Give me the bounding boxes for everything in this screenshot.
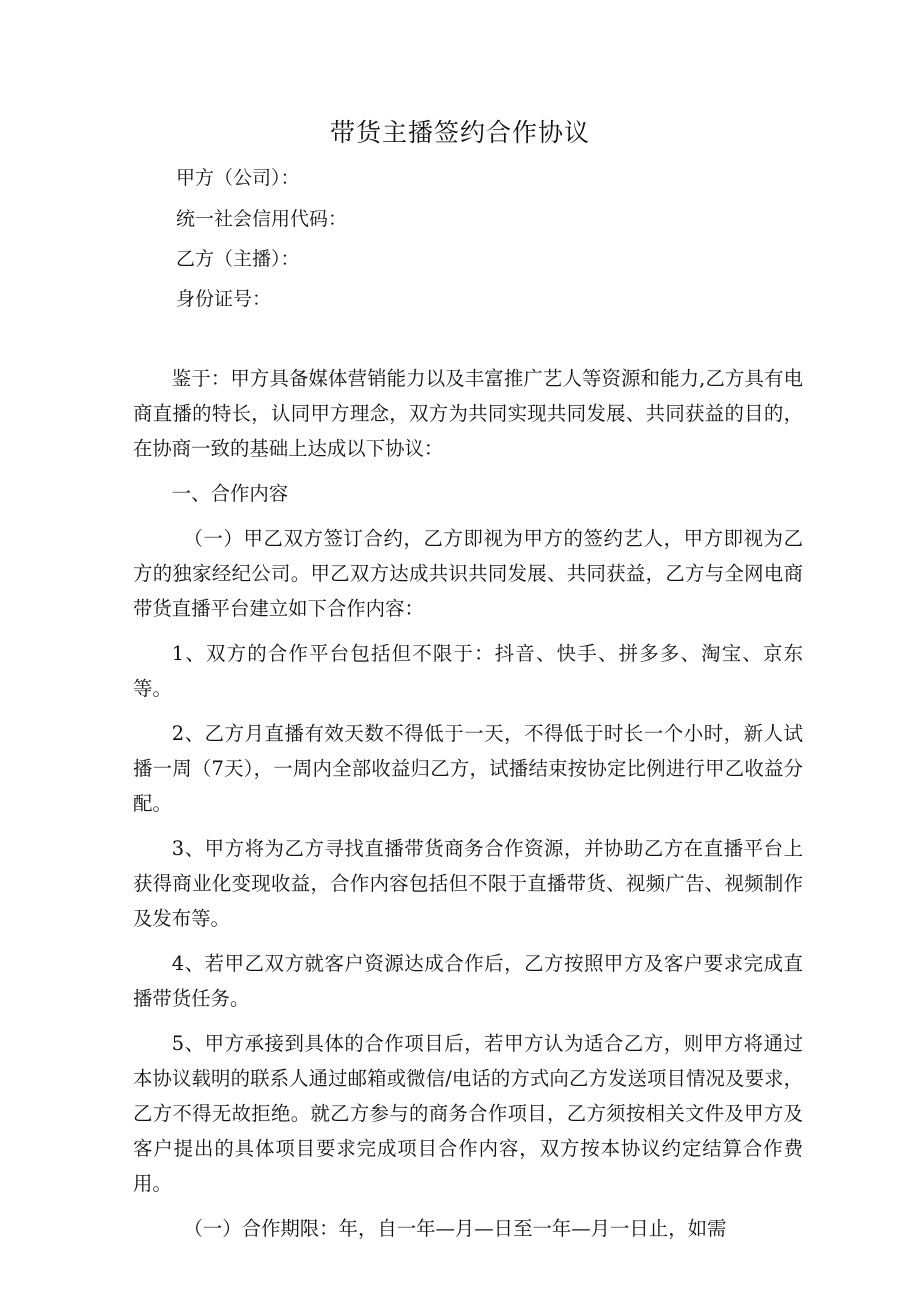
item-paragraph-1: 1、双方的合作平台包括但不限于：抖音、快手、拼多多、淘宝、京东等。 — [133, 642, 803, 700]
item-paragraph-3: 3、甲方将为乙方寻找直播带货商务合作资源，并协助乙方在直播平台上获得商业化变现收益，合作内容包括但不限于直播带货、视频广告、视频制作及发布等。 — [133, 837, 803, 930]
item-paragraph-4: 4、若甲乙双方就客户资源达成合作后，乙方按照甲方及客户要求完成直播带货任务。 — [133, 952, 803, 1010]
id-number-field: 身份证号： — [176, 288, 272, 310]
item-paragraph-5: 5、甲方承接到具体的合作项目后，若甲方认为适合乙方，则甲方将通过本协议载明的联系人通过邮箱或微信/电话的方式向乙方发送项目情况及要求，乙方不得无故拒绝。就乙方参与的商务合作项目，乙方须按相关文件及甲方及客户提出的具体项目要求完成项目合作内容，双方按本协议约定结算合作费用。 — [133, 1032, 803, 1195]
credit-code-field: 统一社会信用代码： — [176, 208, 348, 230]
item-paragraph-2: 2、乙方月直播有效天数不得低于一天，不得低于时长一个小时，新人试播一周（7天），一周内全部收益归乙方，试播结束按协定比例进行甲乙收益分配。 — [133, 722, 803, 815]
document-title: 带货主播签约合作协议 — [329, 118, 590, 147]
party-b-anchor-field: 乙方（主播）： — [176, 248, 300, 270]
section-heading-cooperation-content: 一、合作内容 — [171, 482, 289, 505]
cooperation-term-paragraph: （一）合作期限：年，自一年—月—日至一年—月一日止，如需 — [183, 1217, 727, 1240]
clause-paragraph: （一）甲乙双方签订合约，乙方即视为甲方的签约艺人，甲方即视为乙方的独家经纪公司。甲乙双方达成共识共同发展、共同获益，乙方与全网电商带货直播平台建立如下合作内容： — [133, 527, 803, 620]
document-body — [133, 361, 803, 1256]
party-a-company-field: 甲方（公司）： — [176, 167, 300, 189]
preamble-paragraph: 鉴于：甲方具备媒体营销能力以及丰富推广艺人等资源和能力,乙方具有电商直播的特长，认同甲方理念，双方为共同实现共同发展、共同获益的目的，在协商一致的基础上达成以下协议： — [133, 367, 803, 460]
